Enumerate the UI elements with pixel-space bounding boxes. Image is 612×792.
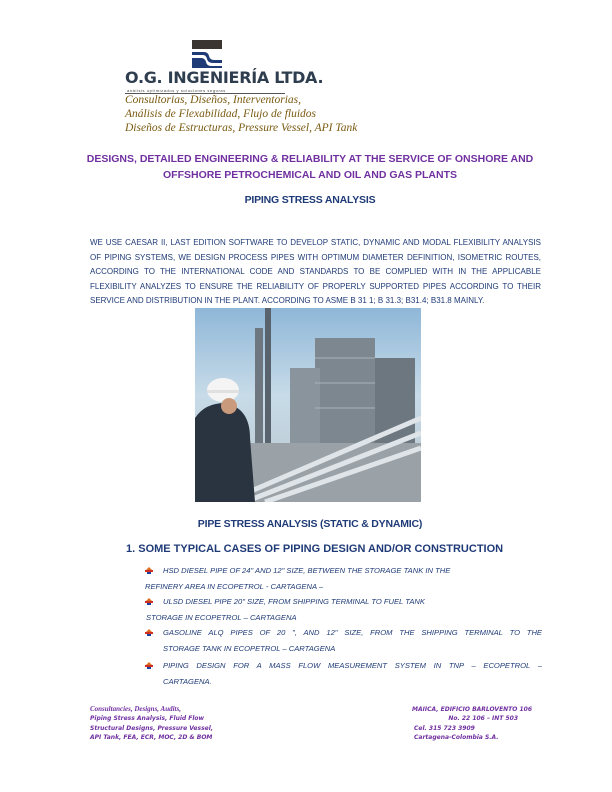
list-item	[145, 658, 542, 689]
services-line: Consultorias, Diseños, Interventorias,	[125, 94, 302, 106]
footer-line: Consultancies, Designs, Audits,	[90, 705, 181, 713]
list-item-text: STORAGE TANK IN ECOPETROL – CARTAGENA	[163, 643, 336, 653]
list-item-text: STORAGE IN ECOPETROL – CARTAGENA	[146, 612, 297, 622]
footer-line: API Tank, FEA, ECR, MOC, 2D & BOM	[90, 733, 213, 741]
photo-caption: PIPE STRESS ANALYSIS (STATIC & DYNAMIC)	[197, 518, 423, 530]
services-line: Diseños de Estructuras, Pressure Vessel, API Tank	[125, 122, 358, 134]
bullet-arrow-icon	[145, 598, 153, 605]
services-line: Análisis de Flexabilidad, Flujo de fluidos	[125, 108, 317, 120]
footer-line: Structural Designs, Pressure Vessel,	[90, 724, 214, 732]
list-item-text: ULSD DIESEL PIPE 20" SIZE, FROM SHIPPING TERMINAL TO FUEL TANK	[163, 597, 425, 606]
list-item-text: GASOLINE ALQ PIPES OF 20 ", AND 12" SIZE, FROM THE SHIPPING TERMINAL TO THE	[163, 628, 542, 637]
list-item	[145, 625, 542, 656]
main-heading-line: OFFSHORE PETROCHEMICAL AND OIL AND GAS PLANTS	[162, 169, 457, 181]
intro-paragraph: WE USE CAESAR II, LAST EDITION SOFTWARE TO DEVELOP STATIC, DYNAMIC AND MODAL FLEXIBILITY ANALYSIS OF PIPING SYSTEMS, WE DESIGN PROCESS PIPES WITH OPTIMUM DIAMETER DEFINITION, ISOMETRIC ROUTES, ACCORDING TO THE INTERNATIONAL CODE AND STANDARDS TO BE COMPLIED WITH IN THE APPLICABLE FLEXIBILITY ANALYZES TO ENSURE THE RELIABILITY OF PROPERLY SUPPORTED PIPES ACCORDING TO THEIR SERVICE AND DISTRIBUTION IN THE PLANT. ACCORDING TO ASME B 31 1; B 31.3; B31.4; B31.8 MAINLY.	[90, 238, 541, 305]
main-heading	[60, 151, 560, 183]
list-item-text: HSD DIESEL PIPE OF 24" AND 12" SIZE, BETWEEN THE STORAGE TANK IN THE	[163, 566, 451, 575]
footer-phone: Cel. 315 723 3909	[414, 724, 475, 732]
section-title: PIPING STRESS ANALYSIS	[244, 194, 376, 206]
bullet-arrow-icon	[145, 567, 153, 574]
footer-line: Piping Stress Analysis, Fluid Flow	[90, 715, 205, 723]
cases-list	[145, 563, 542, 689]
footer-address: MAIICA, EDIFICIO BARLOVENTO 106	[412, 706, 532, 713]
list-item-text: REFINERY AREA IN ECOPETROL - CARTAGENA –	[145, 581, 324, 591]
list-item-text: PIPING DESIGN FOR A MASS FLOW MEASUREMENT SYSTEM IN TNP – ECOPETROL –	[163, 661, 542, 670]
bullet-arrow-icon	[145, 662, 153, 669]
list-item-text: CARTAGENA.	[163, 676, 212, 686]
footer-left	[90, 705, 213, 742]
bullet-arrow-icon	[145, 629, 153, 636]
company-logo-icon	[192, 40, 222, 68]
list-item	[145, 563, 542, 594]
refinery-photo	[195, 308, 421, 502]
company-name: O.G. INGENIERÍA LTDA.	[125, 68, 324, 87]
cases-title: 1. SOME TYPICAL CASES OF PIPING DESIGN AND/OR CONSTRUCTION	[126, 543, 504, 555]
company-tagline: análisis optimizados y soluciones seguras	[127, 88, 226, 93]
main-heading-line: DESIGNS, DETAILED ENGINEERING & RELIABILITY AT THE SERVICE OF ONSHORE AND	[86, 153, 534, 165]
footer-right	[380, 705, 532, 742]
footer-city: Cartagena-Colombia S.A.	[414, 733, 499, 741]
list-item	[145, 594, 542, 625]
footer-address: No. 22 106 – INT 503	[448, 715, 518, 723]
